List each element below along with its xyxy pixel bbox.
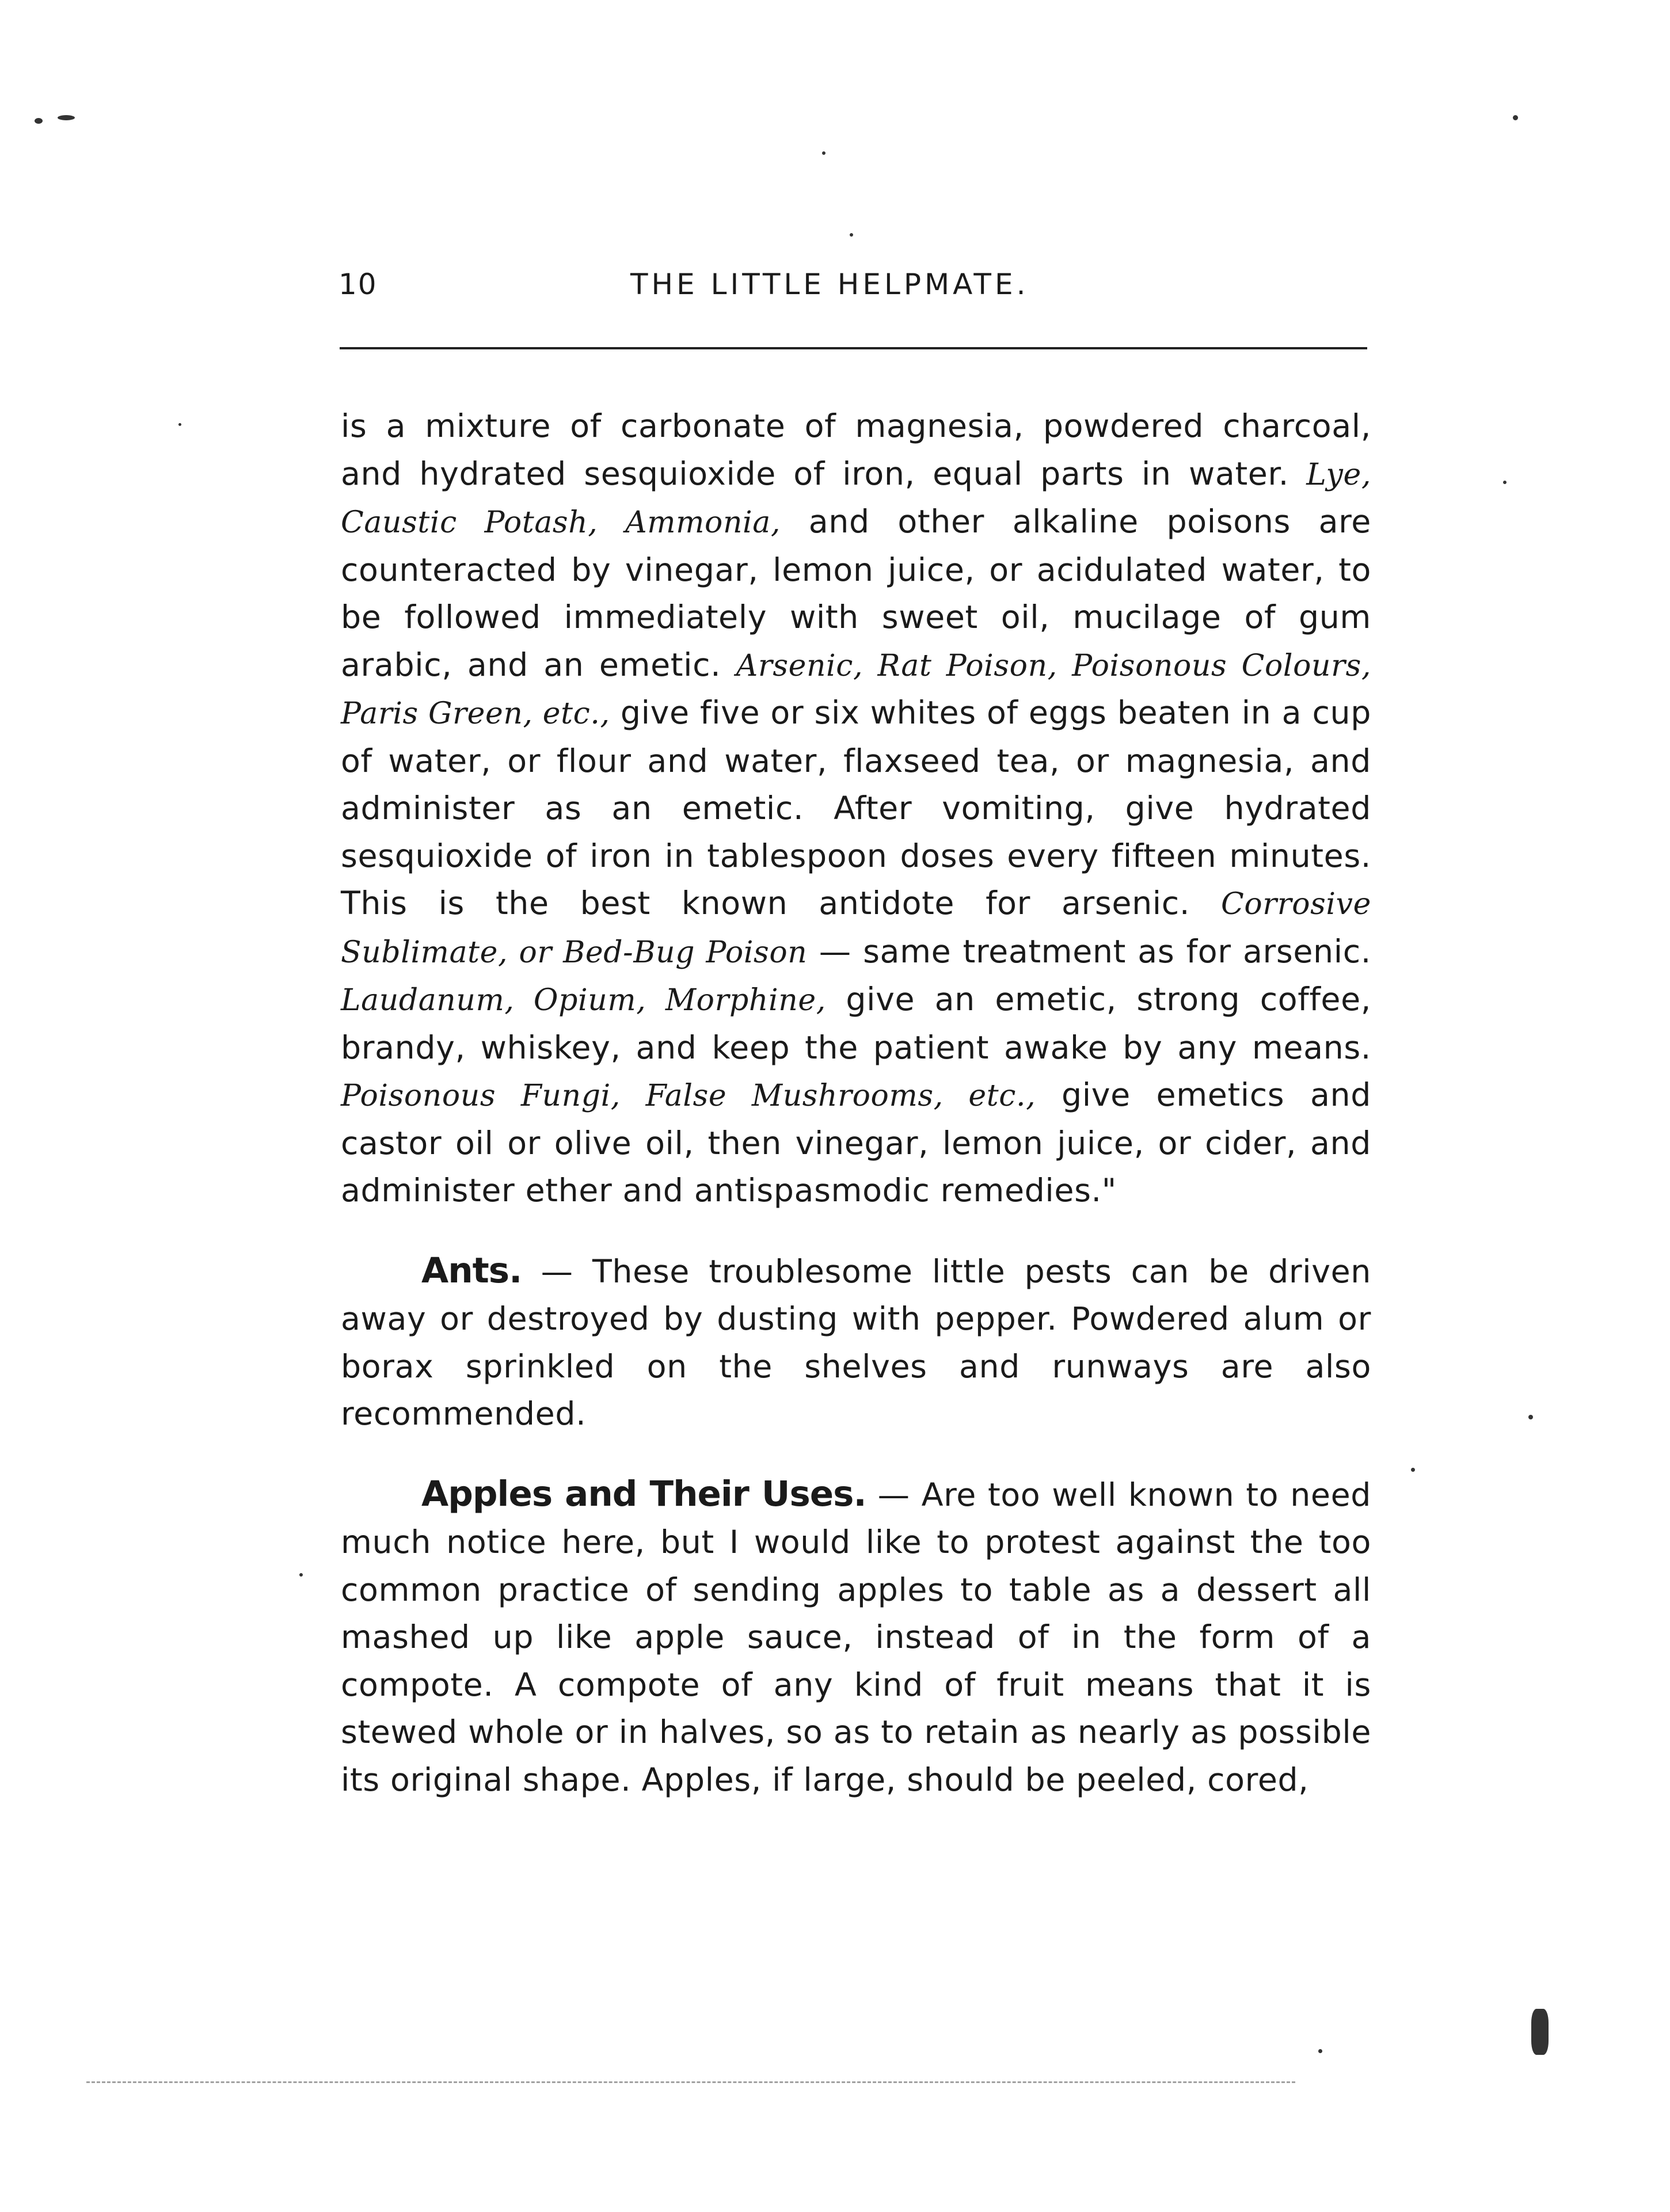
running-title: THE LITTLE HELPMATE. (630, 268, 1029, 301)
text-segment: give five or six whites of eggs beaten in a cup of water, or flour and water, flaxseed tea, or magnesia, and administer as an emetic. After vomiting, give hydrated sesquioxide of iron in tablespoon doses every fifteen minutes. This is the best known antidote for arsenic. (341, 695, 1371, 922)
italic-segment: Arsenic, Rat Poison, Poisonous Colours, Paris Green, etc., (341, 648, 1371, 731)
italic-segment: Corrosive Sublimate, or Bed-Bug Poison (341, 887, 1371, 970)
italic-segment: Laudanum, Opium, Morphine, (341, 983, 826, 1018)
speck (1411, 1468, 1415, 1472)
speck (1531, 2009, 1549, 2055)
entry-text-apples: — Are too well known to need much notice here, but I would like to protest against the too common practice of sending apples to table as a dessert all mashed up like apple sauce, instead of in the form of a compote. A compote of any kind of fruit means that it is stewed whole or in halves, so as to retain as nearly as possible its original shape. Apples, if large, should be peeled, cored, (341, 1476, 1372, 1799)
entry-heading-ants: Ants. (421, 1250, 522, 1291)
entry-text-ants: — These troublesome little pests can be driven away or destroyed by dusting with pepper. Powdered alum or borax sprinkled on the shelves and runways are also recommended. (341, 1253, 1371, 1433)
speck (1528, 1415, 1533, 1419)
text-segment: give emetics and castor oil or olive oil, then vinegar, lemon juice, or cider, and administer ether and antispasmodic remedies." (341, 1077, 1371, 1209)
body-text (341, 403, 1371, 1804)
entry-heading-apples: Apples and Their Uses. (421, 1473, 866, 1514)
speck (299, 1573, 303, 1577)
text-segment: and other alkaline poisons are counteracted by vinegar, lemon juice, or acidulated water, to be followed immediately with sweet oil, mucilage of gum arabic, and an emetic. (341, 504, 1371, 684)
italic-segment: Poisonous Fungi, False Mushrooms, etc., (341, 1079, 1036, 1113)
text-segment: give an emetic, strong coffee, brandy, whiskey, and keep the patient awake by any means. (341, 981, 1371, 1067)
paragraph-poisons (341, 403, 1371, 1215)
speck (58, 115, 75, 120)
text-segment: is a mixture of carbonate of magnesia, powdered charcoal, and hydrated sesquioxide of iron, equal parts in water. (341, 408, 1371, 493)
speck (178, 423, 181, 426)
italic-segment: Lye, Caustic Potash, Ammonia, (341, 457, 1371, 540)
page-header (338, 268, 1369, 319)
speck (1513, 115, 1518, 120)
text-segment: — same treatment as for arsenic. (807, 933, 1372, 970)
header-rule (340, 347, 1367, 349)
speck (1318, 2049, 1322, 2053)
speck (850, 233, 853, 237)
paragraph-ants (341, 1247, 1371, 1438)
bottom-scan-edge (86, 2081, 1295, 2083)
speck (35, 118, 43, 124)
speck (822, 151, 826, 155)
speck (1503, 481, 1507, 484)
page-number: 10 (338, 268, 378, 301)
paragraph-apples (341, 1471, 1371, 1804)
